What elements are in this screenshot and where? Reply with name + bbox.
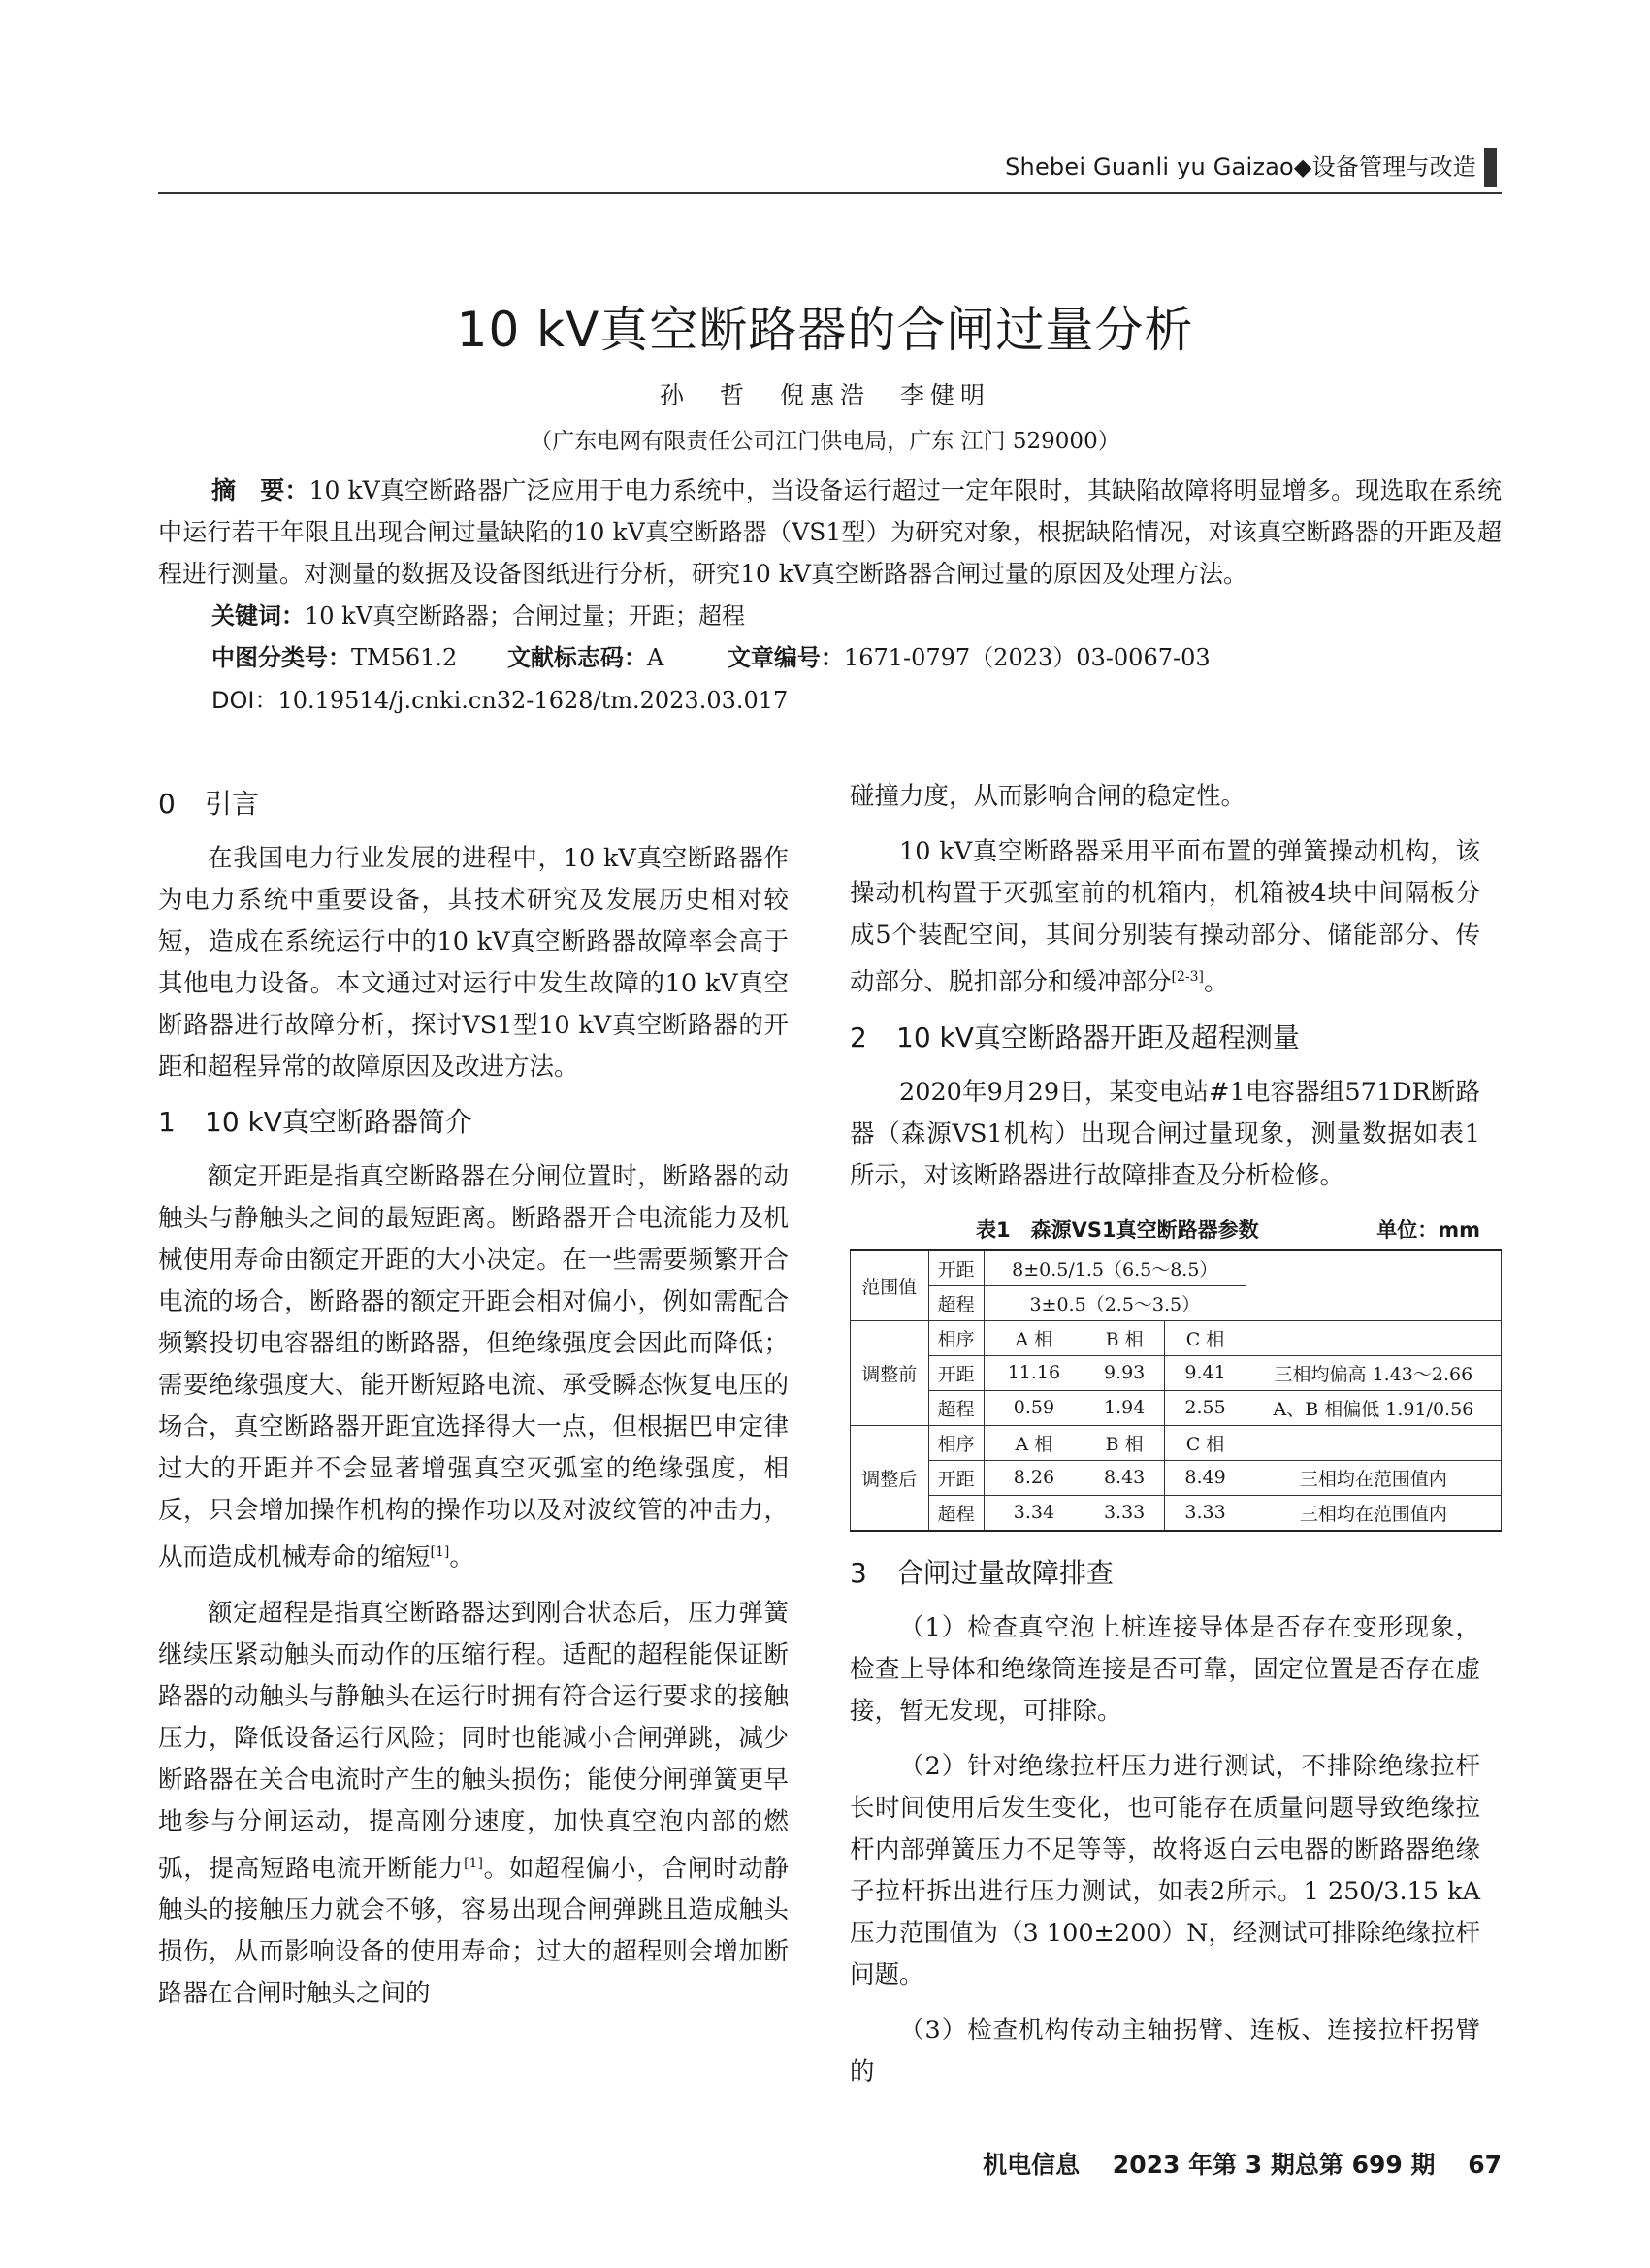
clc-value: TM561.2 — [351, 644, 458, 671]
table-cell: 相序 — [928, 1320, 984, 1355]
table-cell: C 相 — [1165, 1320, 1246, 1355]
table-cell: 超程 — [928, 1495, 984, 1531]
footer-issue: 2023 年第 3 期总第 699 期 — [1112, 2151, 1436, 2179]
measurement-paragraph: 2020年9月29日，某变电站#1电容器组571DR断路器（森源VS1机构）出现合闸过量现象，测量数据如表1所示，对该断路器进行故障排查及分析检修。 — [850, 1077, 1480, 1190]
table-row — [851, 1460, 1502, 1495]
table-cell — [1246, 1320, 1501, 1355]
section-3-heading: 3 合闸过量故障排查 — [850, 1556, 1115, 1589]
check-3-paragraph: （3）检查机构传动主轴拐臂、连板、连接拉杆拐臂的 — [850, 2015, 1480, 2087]
table-cell: 3.34 — [984, 1495, 1084, 1531]
table-cell: 11.16 — [984, 1355, 1084, 1390]
article-number-value: 1671-0797（2023）03-0067-03 — [843, 644, 1211, 671]
doc-code-label: 文献标志码： — [506, 644, 647, 671]
table-cell: 1.94 — [1084, 1390, 1164, 1425]
opening-distance-paragraph: 额定开距是指真空断路器在分闸位置时，断路器的动触头与静触头之间的最短距离。断路器开合电流能力及机械使用寿命由额定开距的大小决定。在一些需要频繁开合电流的场合，断路器的额定开距会相对偏小，例如需配合频繁投切电容器组的断路器，但绝缘强度会因此而降低；需要绝缘强度大、能开断短路电流、承受瞬态恢复电压的场合，真空断路器开距宜选择得大一点，但根据巴申定律过大的开距并不会显著增强真空灭弧室的绝缘强度，相反，只会增加操作机构的操作功以及对波纹管的冲击力，从而造成机械寿命的缩短[1]。 — [158, 1162, 789, 1572]
table-cell: 9.41 — [1165, 1355, 1246, 1390]
table-row — [851, 1320, 1502, 1355]
table-cell — [1246, 1425, 1501, 1460]
table-cell: 调整后 — [851, 1425, 929, 1531]
table-cell: A 相 — [984, 1320, 1084, 1355]
table-cell: 超程 — [928, 1285, 984, 1320]
diamond-icon: ◆ — [1293, 153, 1312, 180]
table-cell: B 相 — [1084, 1320, 1164, 1355]
citation-ref: [1] — [430, 1544, 450, 1560]
right-column — [850, 776, 1480, 2107]
table-cell — [1246, 1250, 1501, 1321]
table-cell: 0.59 — [984, 1390, 1084, 1425]
section-2-heading: 2 10 kV真空断路器开距及超程测量 — [850, 1021, 1300, 1053]
table-cell: A 相 — [984, 1425, 1084, 1460]
abstract-label: 摘 要： — [211, 476, 309, 504]
table-row — [851, 1390, 1502, 1425]
journal-pinyin: Shebei Guanli yu Gaizao — [1005, 153, 1294, 180]
table-cell: 三相均在范围值内 — [1246, 1460, 1501, 1495]
affiliation: （广东电网有限责任公司江门供电局，广东 江门 529000） — [530, 429, 1120, 454]
mechanism-paragraph: 10 kV真空断路器采用平面布置的弹簧操动机构，该操动机构置于灭弧室前的机箱内，机箱被4块中间隔板分成5个装配空间，其间分别装有操动部分、储能部分、传动部分、脱扣部分和缓冲部分[2-3]。 — [850, 837, 1480, 997]
page-footer — [983, 2146, 1502, 2181]
citation-ref: [2-3] — [1171, 969, 1204, 985]
table-cell: B 相 — [1084, 1425, 1164, 1460]
doi-label: DOI： — [211, 687, 278, 714]
table-cell: 3±0.5（2.5～3.5） — [984, 1285, 1246, 1320]
table-cell: 8.43 — [1084, 1460, 1164, 1495]
table-cell: 8±0.5/1.5（6.5～8.5） — [984, 1250, 1246, 1286]
table-cell: 3.33 — [1084, 1495, 1164, 1531]
intro-paragraph: 在我国电力行业发展的进程中，10 kV真空断路器作为电力系统中重要设备，其技术研究及发展历史相对较短，造成在系统运行中的10 kV真空断路器故障率会高于其他电力设备。本文通过对运行中发生故障的10 kV真空断路器进行故障分析，探讨VS1型10 kV真空断路器的开距和超程异常的故障原因及改进方法。 — [158, 844, 789, 1082]
footer-journal: 机电信息 — [983, 2151, 1081, 2179]
doi-value: 10.19514/j.cnki.cn32-1628/tm.2023.03.017 — [277, 687, 789, 714]
keywords — [211, 597, 745, 631]
citation-ref: [1] — [464, 1855, 483, 1871]
left-column — [158, 776, 789, 2028]
table-1 — [850, 1249, 1502, 1532]
article-number-label: 文章编号： — [727, 644, 844, 671]
doi-line — [211, 681, 788, 715]
classification-line — [211, 638, 1211, 672]
table-cell: A、B 相偏低 1.91/0.56 — [1246, 1390, 1501, 1425]
table-cell: 2.55 — [1165, 1390, 1246, 1425]
keywords-label: 关键词： — [211, 602, 305, 630]
table-cell: 超程 — [928, 1390, 984, 1425]
header-bar-icon — [1484, 148, 1497, 187]
table-row — [851, 1425, 1502, 1460]
table-cell: 3.33 — [1165, 1495, 1246, 1531]
continued-paragraph: 碰撞力度，从而影响合闸的稳定性。 — [850, 782, 1246, 811]
table-row — [851, 1250, 1502, 1286]
table-caption: 表1 森源VS1真空断路器参数 — [976, 1217, 1259, 1242]
table-cell: 开距 — [928, 1460, 984, 1495]
table-cell: 调整前 — [851, 1320, 929, 1425]
table-cell: 三相均在范围值内 — [1246, 1495, 1501, 1531]
section-0-heading: 0 引言 — [158, 788, 260, 820]
abstract — [158, 470, 1502, 595]
keywords-text: 10 kV真空断路器；合闸过量；开距；超程 — [305, 602, 746, 630]
table-cell: 开距 — [928, 1355, 984, 1390]
table-cell: 开距 — [928, 1250, 984, 1286]
table-cell: 相序 — [928, 1425, 984, 1460]
table-cell: C 相 — [1165, 1425, 1246, 1460]
doc-code-value: A — [646, 644, 664, 671]
table-cell: 三相均偏高 1.43～2.66 — [1246, 1355, 1501, 1390]
table-cell: 范围值 — [851, 1250, 929, 1321]
abstract-text: 10 kV真空断路器广泛应用于电力系统中，当设备运行超过一定年限时，其缺陷故障将明显增多。现选取在系统中运行若干年限且出现合闸过量缺陷的10 kV真空断路器（VS1型）为研究对象，根据缺陷情况，对该真空断路器的开距及超程进行测量。对测量的数据及设备图纸进行分析，研究10 kV真空断路器合闸过量的原因及处理方法。 — [158, 476, 1502, 588]
table-row — [851, 1495, 1502, 1531]
header-rule — [158, 192, 1502, 194]
page-number: 67 — [1468, 2151, 1502, 2179]
table-row — [851, 1355, 1502, 1390]
table-cell: 8.26 — [984, 1460, 1084, 1495]
table-cell: 8.49 — [1165, 1460, 1246, 1495]
section-name: 设备管理与改造 — [1311, 153, 1476, 180]
section-1-heading: 1 10 kV真空断路器简介 — [158, 1106, 472, 1138]
table-unit: 单位：mm — [1376, 1217, 1480, 1242]
check-2-paragraph: （2）针对绝缘拉杆压力进行测试，不排除绝缘拉杆长时间使用后发生变化，也可能存在质量问题导致绝缘拉杆内部弹簧压力不足等等，故将返白云电器的断路器绝缘子拉杆拆出进行压力测试，如表2所示。1 250/3.15 kA压力范围值为（3 100±200）N，经测试可排除绝缘拉杆问题。 — [850, 1751, 1480, 1990]
table-1-caption — [850, 1211, 1480, 1249]
overtravel-paragraph: 额定超程是指真空断路器达到刚合状态后，压力弹簧继续压紧动触头而动作的压缩行程。适配的超程能保证断路器的动触头与静触头在运行时拥有符合运行要求的接触压力，降低设备运行风险；同时也能减小合闸弹跳，减少断路器在关合电流时产生的触头损伤；能使分闸弹簧更早地参与分闸运动，提高刚分速度，加快真空泡内部的燃弧，提高短路电流开断能力[1]。如超程偏小，合闸时动静触头的接触压力就会不够，容易出现合闸弹跳且造成触头损伤，从而影响设备的使用寿命；过大的超程则会增加断路器在合闸时触头之间的 — [158, 1598, 789, 2008]
table-cell: 9.93 — [1084, 1355, 1164, 1390]
check-1-paragraph: （1）检查真空泡上桩连接导体是否存在变形现象，检查上导体和绝缘筒连接是否可靠，固定位置是否存在虚接，暂无发现，可排除。 — [850, 1612, 1480, 1726]
paper-title: 10 kV真空断路器的合闸过量分析 — [456, 302, 1194, 358]
running-header — [1005, 147, 1497, 187]
clc-label: 中图分类号： — [211, 644, 351, 671]
authors: 孙 哲 倪惠浩 李健明 — [659, 381, 990, 409]
